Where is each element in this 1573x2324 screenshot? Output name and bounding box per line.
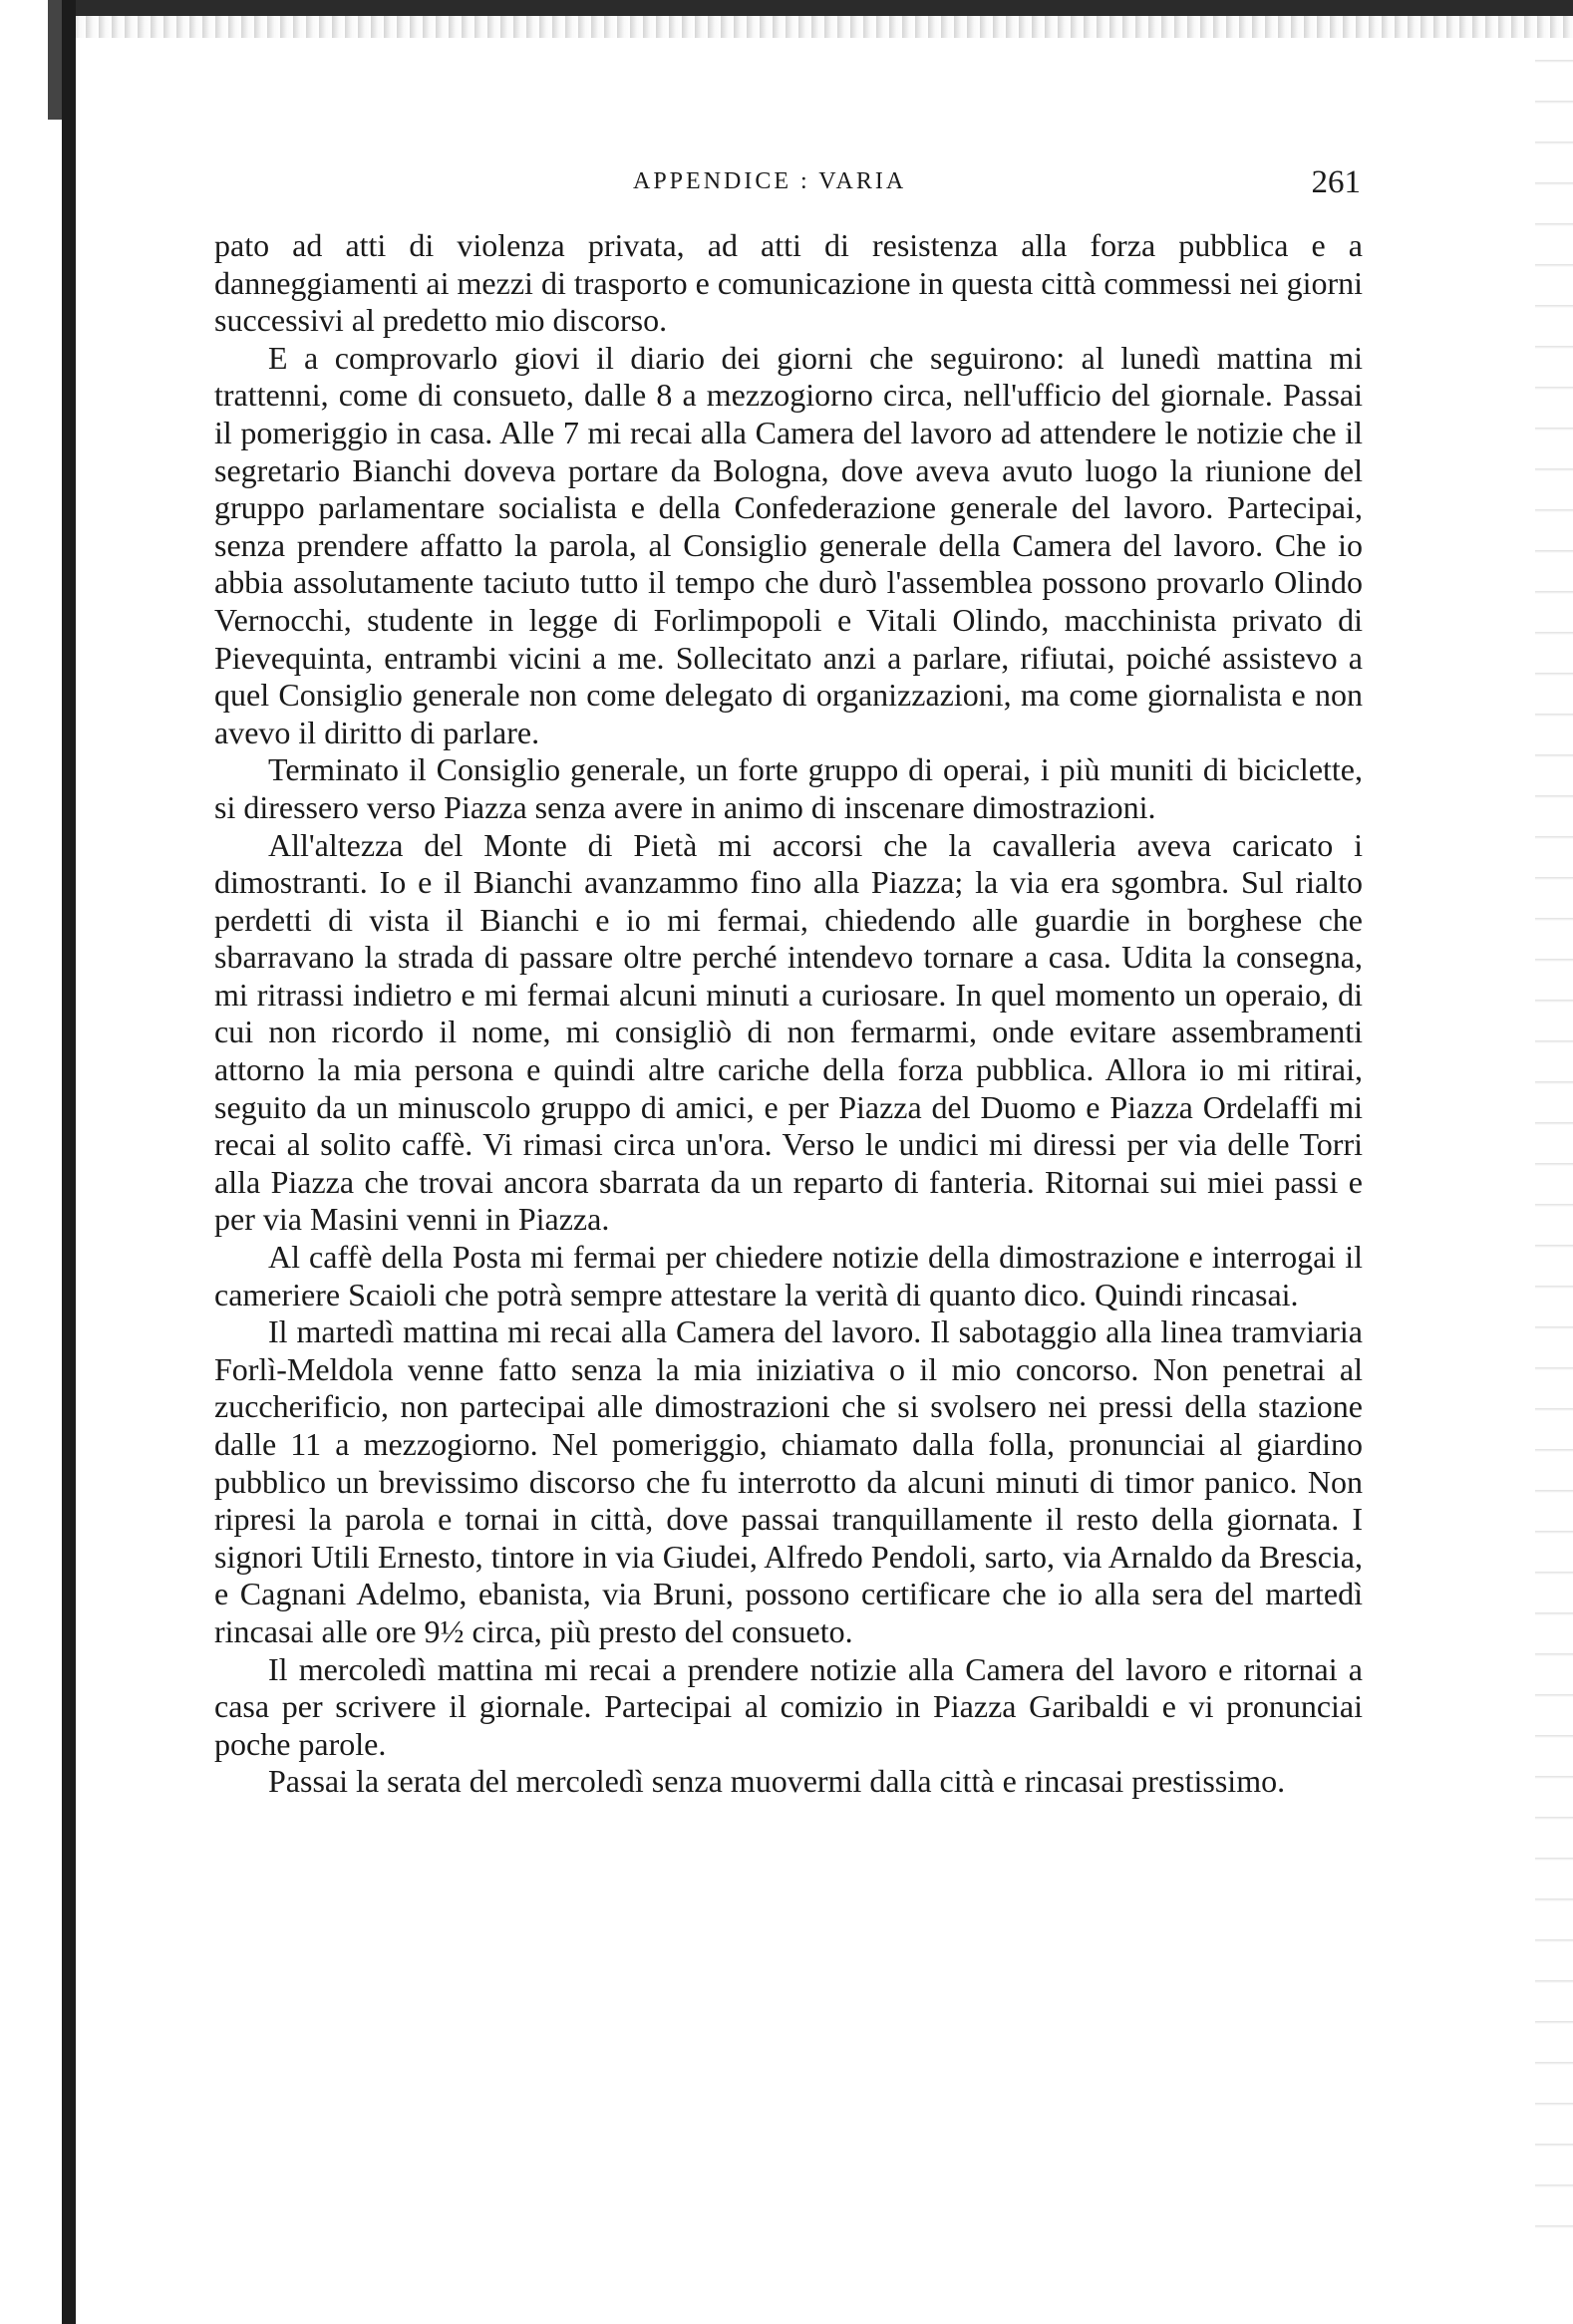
scan-binding-edge — [62, 0, 76, 2324]
scan-top-border — [60, 0, 1573, 16]
paragraph-serata: Passai la serata del mercoledì senza muovermi dalla città e rincasai prestissimo. — [268, 1763, 1286, 1800]
body-text — [214, 227, 1363, 1801]
paragraph-consiglio: Terminato il Consiglio generale, un forte gruppo di operai, i più muniti di biciclette, si diressero verso Piazza senza avere in animo di inscenare dimostrazioni. — [214, 751, 1363, 825]
running-head: APPENDICE : VARIA — [633, 168, 907, 194]
scan-right-specks — [1535, 60, 1573, 2252]
scan-left-edge — [48, 0, 62, 120]
paragraph-continuation: pato ad atti di violenza privata, ad atti di resistenza alla forza pubblica e a danneggiamenti ai mezzi di trasporto e comunicazione in questa città commessi nei giorni successivi al predetto mio discorso. — [214, 227, 1363, 339]
paragraph-monte-di-pieta: All'altezza del Monte di Pietà mi accorsi che la cavalleria aveva caricato i dimostranti. Io e il Bianchi avanzammo fino alla Piazza; la via era sgombra. Sul rialto perdetti di vista il Bianchi e io mi fermai, chiedendo alle guardie in borghese che sbarravano la strada di passare oltre perché intendevo tornare a casa. Udita la consegna, mi ritrassi indietro e mi fermai alcuni minuti a curiosare. In quel momento un operaio, di cui non ricordo il nome, mi consigliò di non fermarmi, onde evitare assembramenti attorno la mia persona e quindi altre cariche della forza pubblica. Allora io mi ritirai, seguito da un minuscolo gruppo di amici, e per Piazza del Duomo e Piazza Ordelaffi mi recai al solito caffè. Vi rimasi circa un'ora. Verso le undici mi diressi per via delle Torri alla Piazza che trovai ancora sbarrata da un reparto di fanteria. Ritornai sui miei passi e per via Masini venni in Piazza. — [214, 826, 1363, 1238]
paragraph-diary: E a comprovarlo giovi il diario dei giorni che seguirono: al lunedì mattina mi trattenni, come di consueto, dalle 8 a mezzogiorno circa, nell'ufficio del giornale. Passai il pomeriggio in casa. Alle 7 mi recai alla Camera del lavoro ad attendere le notizie che il segretario Bianchi doveva portare da Bologna, dove aveva avuto luogo la riunione del gruppo parlamentare socialista e della Confederazione generale del lavoro. Partecipai, senza prendere affatto la parola, al Consiglio generale della Camera del lavoro. Che io abbia assolutamente taciuto tutto il tempo che durò l'assemblea possono provarlo Olindo Vernocchi, studente in legge di Forlimpopoli e Vitali Olindo, macchinista privato di Pievequinta, entrambi vicini a me. Sollecitato anzi a parlare, rifiutai, poiché assistevo a quel Consiglio generale non come delegato di organizzazioni, ma come giornalista e non avevo il diritto di parlare. — [214, 339, 1363, 750]
scan-top-shadow — [60, 16, 1573, 38]
paragraph-caffe-posta: Al caffè della Posta mi fermai per chiedere notizie della dimostrazione e interrogai il cameriere Scaioli che potrà sempre attestare la verità di quanto dico. Quindi rincasai. — [214, 1239, 1363, 1312]
paragraph-mercoledi: Il mercoledì mattina mi recai a prendere notizie alla Camera del lavoro e ritornai a casa per scrivere il giornale. Partecipai al comizio in Piazza Garibaldi e vi pronunciai poche parole. — [214, 1650, 1363, 1762]
page-header — [214, 164, 1361, 204]
paragraph-martedi: Il martedì mattina mi recai alla Camera del lavoro. Il sabotaggio alla linea tramviaria Forlì-Meldola venne fatto senza la mia iniziativa o il mio concorso. Non penetrai al zuccherificio, non partecipai alle dimostrazioni che si svolsero nei pressi della stazione dalle 11 a mezzogiorno. Nel pomeriggio, chiamato dalla folla, pronunciai al giardino pubblico un brevissimo discorso che fu interrotto da alcuni minuti di timor panico. Non ripresi la parola e tornai in città, dove passai tranquillamente il resto della giornata. I signori Utili Ernesto, tintore in via Giudei, Alfredo Pendoli, sarto, via Arnaldo da Brescia, e Cagnani Adelmo, ebanista, via Bruni, possono certificare che io alla sera del martedì rincasai alle ore 9½ circa, più presto del consueto. — [214, 1313, 1363, 1649]
page-number: 261 — [1311, 164, 1361, 200]
